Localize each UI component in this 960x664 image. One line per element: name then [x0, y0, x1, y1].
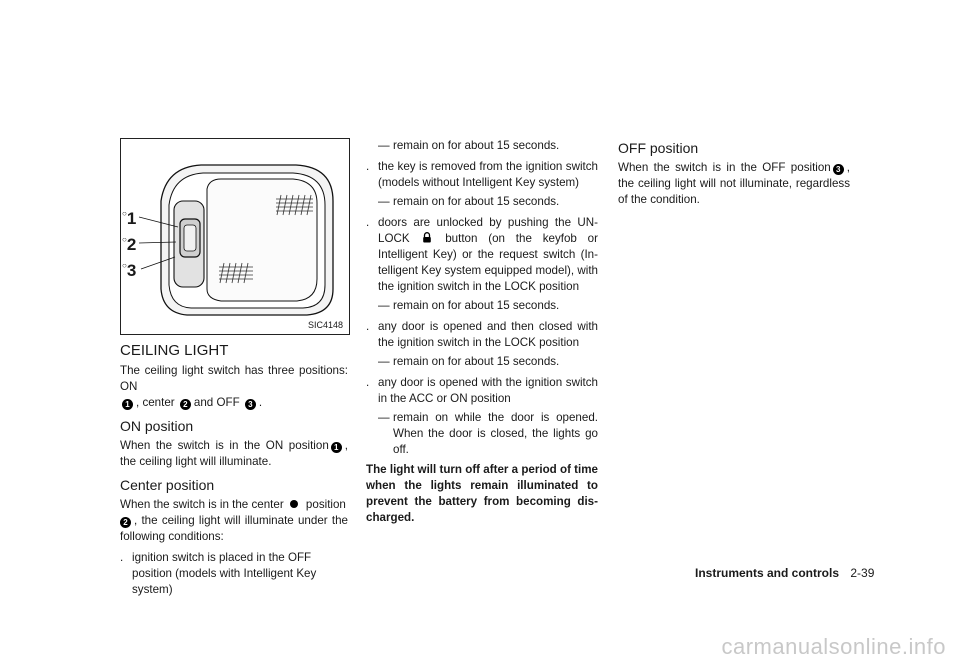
intro-text-d: . [258, 396, 263, 409]
dash-item-3 [366, 298, 598, 314]
callout-2 [122, 235, 136, 255]
intro-text [120, 363, 348, 411]
dash-5-text: remain on while the door is opened. When the door is closed, the lights go off. [393, 411, 598, 456]
callout-3-icon: 3 [833, 164, 844, 175]
off-position-heading: OFF position [618, 140, 699, 156]
callout-1-icon: 1 [122, 399, 133, 410]
on-position-heading: ON position [120, 418, 194, 434]
dash-item-1 [366, 138, 598, 154]
intro-text-a: The ceiling light switch has three positions: ON [120, 364, 348, 393]
center-dot-icon [290, 500, 298, 508]
dash-item-4 [366, 354, 598, 370]
column-1 [120, 342, 348, 598]
bullet-icon: . [366, 160, 370, 173]
dash-icon: — [378, 299, 390, 312]
dash-icon: — [378, 355, 390, 368]
condition-bullet-5 [366, 375, 598, 407]
condition-bullet-1 [120, 550, 348, 598]
off-text-b: , the ceiling light will not illuminate, regardless of the condition. [618, 161, 850, 206]
dash-item-2 [366, 194, 598, 210]
callout-3-number: 3 [126, 261, 137, 280]
callout-3 [122, 261, 136, 281]
bullet-3-text-a: doors are unlocked by pushing the UN-LOCK [378, 216, 598, 245]
callout-2-icon: 2 [180, 399, 191, 410]
dash-item-5 [366, 410, 598, 458]
center-position-heading: Center position [120, 477, 215, 493]
bullet-4-text: any door is opened and then closed with the ignition switch in the LOCK position [378, 320, 598, 349]
dash-1-text: remain on for about 15 seconds. [393, 139, 560, 152]
callout-1-number: 1 [126, 209, 137, 228]
center-position-text [120, 497, 348, 545]
off-position-text [618, 160, 850, 208]
dash-icon: — [378, 411, 390, 424]
bullet-icon: . [366, 320, 370, 333]
dash-icon: — [378, 195, 390, 208]
condition-bullet-2 [366, 159, 598, 191]
callout-1 [122, 209, 136, 229]
bullet-5-text: any door is opened with the ignition switch in the ACC or ON position [378, 376, 598, 405]
dash-icon: — [378, 139, 390, 152]
figure-code: SIC4148 [307, 320, 343, 330]
callout-1-icon: 1 [331, 442, 342, 453]
lock-icon [422, 232, 432, 243]
footer-page-number: 2-39 [850, 566, 875, 580]
on-position-text [120, 438, 348, 470]
center-text-c: , the ceiling light will illuminate under the following conditions: [120, 514, 348, 543]
callout-3-circle: ○ [122, 261, 127, 270]
condition-bullet-3 [366, 215, 598, 295]
page-footer [695, 566, 874, 580]
bullet-icon: . [366, 216, 370, 229]
bullet-icon: . [366, 376, 370, 389]
column-3 [618, 140, 850, 208]
bullet-3-text-b: button (on the keyfob or Intelligent Key) or the request switch (In-telligent Key system equipped model), with the ignition switch in the LOCK position [378, 232, 598, 293]
callout-1-circle: ○ [122, 209, 127, 218]
ceiling-light-illustration [121, 139, 349, 334]
battery-note: The light will turn off after a period of time when the lights remain illuminated to prevent the battery from becoming dis-charged. [366, 463, 598, 524]
bullet-icon: . [120, 551, 124, 564]
dash-3-text: remain on for about 15 seconds. [393, 299, 560, 312]
dash-2-text: remain on for about 15 seconds. [393, 195, 560, 208]
bullet-2-text: the key is removed from the ignition switch (models without Intelligent Key system) [378, 160, 598, 189]
dash-4-text: remain on for about 15 seconds. [393, 355, 560, 368]
off-text-a: When the switch is in the OFF position [618, 161, 831, 174]
watermark: carmanualsonline.info [721, 634, 946, 659]
intro-text-c: and OFF [193, 396, 240, 409]
center-text-b: position [305, 498, 346, 511]
bullet-1-text: ignition switch is placed in the OFF position (models with Intelligent Key system) [132, 551, 317, 596]
on-text-a: When the switch is in the ON position [120, 439, 329, 452]
callout-3-icon: 3 [245, 399, 256, 410]
on-text-b: , the ceiling light will illuminate. [120, 439, 348, 468]
callout-2-number: 2 [126, 235, 137, 254]
center-text-a: When the switch is in the center [120, 498, 284, 511]
callout-2-icon: 2 [120, 517, 131, 528]
ceiling-light-figure [120, 138, 350, 335]
intro-text-b: , center [136, 396, 175, 409]
footer-section: Instruments and controls [695, 566, 840, 580]
section-heading: CEILING LIGHT [120, 342, 229, 359]
callout-2-circle: ○ [122, 235, 127, 244]
column-2 [366, 138, 598, 526]
condition-bullet-4 [366, 319, 598, 351]
